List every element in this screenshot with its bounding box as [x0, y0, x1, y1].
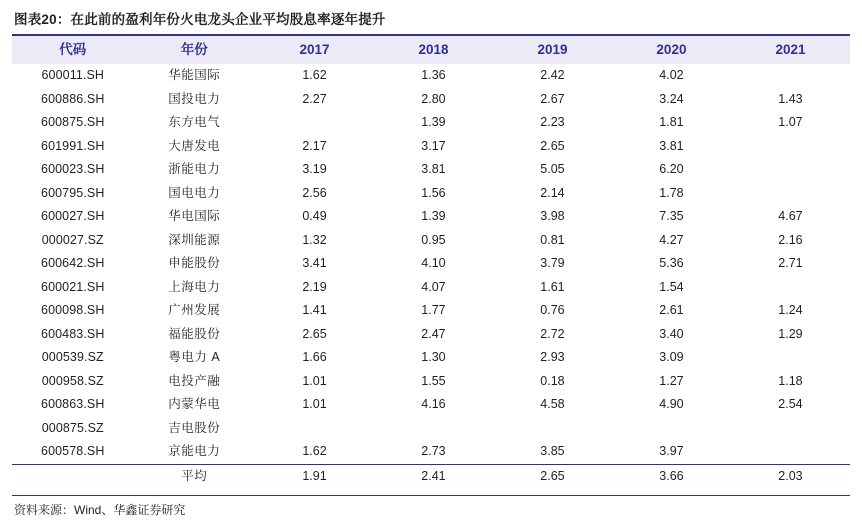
cell-name: 华电国际 — [168, 209, 221, 223]
cell-2017: 1.91 — [302, 468, 327, 483]
cell-code: 600875.SH — [41, 115, 105, 129]
cell-2019: 2.67 — [540, 91, 565, 106]
cell-code: 600011.SH — [41, 68, 105, 82]
cell-2018: 4.10 — [421, 256, 446, 270]
cell-2020: 3.24 — [659, 91, 684, 106]
table-row — [12, 182, 850, 206]
cell-2021 — [731, 182, 850, 206]
cell-2019: 0.76 — [540, 303, 565, 317]
cell-name: 广州发展 — [168, 303, 221, 317]
column-header-2021: 2021 — [731, 36, 850, 64]
cell-code: 600642.SH — [41, 256, 105, 270]
cell-2020: 4.90 — [659, 397, 684, 411]
cell-2018: 2.41 — [421, 468, 446, 483]
cell-name: 国投电力 — [168, 91, 221, 106]
cell-2020: 6.20 — [659, 162, 684, 176]
cell-2017: 2.19 — [302, 279, 327, 294]
cell-2021 — [731, 417, 850, 441]
cell-2018: 2.47 — [421, 326, 446, 341]
cell-name: 内蒙华电 — [168, 397, 221, 411]
cell-2019: 4.58 — [540, 397, 565, 411]
column-header-2017: 2017 — [255, 36, 374, 64]
table-body — [12, 64, 850, 488]
cell-code: 600795.SH — [41, 185, 105, 200]
cell-2017: 3.19 — [302, 162, 327, 176]
table-header-row — [12, 36, 850, 64]
cell-2019: 0.18 — [540, 373, 565, 388]
cell-2021: 2.03 — [778, 468, 803, 483]
cell-2021: 2.54 — [778, 397, 803, 411]
cell-code: 000875.SZ — [41, 420, 104, 435]
cell-2021: 1.24 — [778, 303, 803, 317]
cell-2019: 3.98 — [540, 209, 565, 223]
cell-code: 600863.SH — [41, 397, 105, 411]
table-row — [12, 252, 850, 276]
cell-2020: 1.81 — [659, 115, 684, 129]
cell-name: 华能国际 — [168, 68, 221, 82]
column-header-code: 代码 — [12, 36, 134, 64]
cell-2017: 1.66 — [302, 350, 327, 364]
cell-2020: 4.27 — [659, 232, 684, 247]
source-note: 资料来源：Wind、华鑫证券研究 — [12, 495, 850, 524]
cell-2020: 1.27 — [659, 373, 684, 388]
table-row — [12, 323, 850, 347]
cell-2017: 1.62 — [302, 444, 327, 458]
cell-2021 — [731, 346, 850, 370]
table-row — [12, 158, 850, 182]
cell-2021 — [731, 440, 850, 464]
column-header-2018: 2018 — [374, 36, 493, 64]
table-row-average — [12, 464, 850, 488]
table-row — [12, 205, 850, 229]
dividend-yield-table — [12, 36, 850, 488]
cell-2021: 4.67 — [778, 209, 803, 223]
cell-2017: 1.62 — [302, 68, 327, 82]
table-row — [12, 276, 850, 300]
cell-name: 东方电气 — [168, 115, 221, 129]
cell-code — [12, 464, 134, 488]
cell-2021: 2.16 — [778, 232, 803, 247]
table-row — [12, 440, 850, 464]
table-row — [12, 229, 850, 253]
cell-2019: 3.85 — [540, 444, 565, 458]
table-row — [12, 346, 850, 370]
cell-2020: 3.40 — [659, 326, 684, 341]
cell-2020 — [612, 417, 731, 441]
cell-2020: 1.54 — [659, 279, 684, 294]
cell-name: 京能电力 — [168, 444, 221, 458]
cell-2019: 3.79 — [540, 256, 565, 270]
cell-code: 000027.SZ — [41, 232, 104, 247]
cell-2021: 1.18 — [778, 373, 803, 388]
table-row — [12, 135, 850, 159]
cell-2019: 2.65 — [540, 468, 565, 483]
cell-2020: 5.36 — [659, 256, 684, 270]
cell-2020: 3.09 — [659, 350, 684, 364]
cell-name: 大唐发电 — [168, 138, 221, 153]
cell-2021: 2.71 — [778, 256, 803, 270]
cell-2021: 1.07 — [778, 115, 803, 129]
cell-2018: 1.39 — [421, 115, 446, 129]
table-header — [12, 36, 850, 64]
cell-2020: 2.61 — [659, 303, 684, 317]
table-row — [12, 64, 850, 88]
cell-2020: 3.81 — [659, 138, 684, 153]
cell-2021: 1.43 — [778, 91, 803, 106]
cell-2018 — [374, 417, 493, 441]
table-row — [12, 370, 850, 394]
cell-code: 600098.SH — [41, 303, 105, 317]
cell-name: 福能股份 — [168, 326, 221, 341]
table-row — [12, 417, 850, 441]
cell-2021 — [731, 64, 850, 88]
cell-code: 000539.SZ — [41, 350, 104, 364]
cell-code: 600886.SH — [41, 91, 105, 106]
cell-name: 电投产融 — [168, 373, 221, 388]
cell-code: 600027.SH — [41, 209, 105, 223]
cell-2018: 3.81 — [421, 162, 446, 176]
cell-2019: 1.61 — [540, 279, 565, 294]
cell-2020: 1.78 — [659, 185, 684, 200]
table-row — [12, 111, 850, 135]
cell-2017: 1.01 — [302, 397, 327, 411]
cell-2017: 1.41 — [302, 303, 327, 317]
cell-2019: 0.81 — [540, 232, 565, 247]
cell-2017: 0.49 — [302, 209, 327, 223]
cell-2017: 1.01 — [302, 373, 327, 388]
cell-2019: 2.14 — [540, 185, 565, 200]
cell-2019: 2.72 — [540, 326, 565, 341]
cell-2017: 2.56 — [302, 185, 327, 200]
cell-code: 601991.SH — [41, 138, 105, 153]
cell-name: 深圳能源 — [168, 232, 221, 247]
cell-2018: 1.39 — [421, 209, 446, 223]
cell-name: 浙能电力 — [168, 162, 221, 176]
cell-name: 申能股份 — [168, 256, 221, 270]
cell-2020: 3.66 — [659, 468, 684, 483]
cell-name: 上海电力 — [168, 279, 221, 294]
cell-code: 000958.SZ — [41, 373, 104, 388]
table-row — [12, 299, 850, 323]
cell-2019: 2.42 — [540, 68, 565, 82]
cell-2018: 1.36 — [421, 68, 446, 82]
cell-2019: 5.05 — [540, 162, 565, 176]
cell-2018: 1.30 — [421, 350, 446, 364]
cell-2020: 7.35 — [659, 209, 684, 223]
cell-average-label: 平均 — [181, 468, 208, 483]
cell-code: 600021.SH — [41, 279, 105, 294]
cell-2018: 0.95 — [421, 232, 446, 247]
column-header-2019: 2019 — [493, 36, 612, 64]
cell-2021 — [731, 158, 850, 182]
cell-2021 — [731, 135, 850, 159]
cell-2017 — [255, 111, 374, 135]
cell-code: 600483.SH — [41, 326, 105, 341]
cell-2017: 2.65 — [302, 326, 327, 341]
cell-name: 吉电股份 — [168, 420, 221, 435]
cell-2021 — [731, 276, 850, 300]
column-header-2020: 2020 — [612, 36, 731, 64]
table-row — [12, 88, 850, 112]
cell-2021: 1.29 — [778, 326, 803, 341]
cell-code: 600023.SH — [41, 162, 105, 176]
cell-2017: 2.17 — [302, 138, 327, 153]
cell-name: 国电电力 — [168, 185, 221, 200]
cell-2018: 4.07 — [421, 279, 446, 294]
column-header-year: 年份 — [134, 36, 256, 64]
cell-name: 粤电力 A — [168, 350, 221, 364]
cell-2019 — [493, 417, 612, 441]
cell-2019: 2.23 — [540, 115, 565, 129]
cell-2018: 1.56 — [421, 185, 446, 200]
cell-2018: 3.17 — [421, 138, 446, 153]
cell-2018: 1.77 — [421, 303, 446, 317]
cell-2020: 4.02 — [659, 68, 684, 82]
cell-2017: 2.27 — [302, 91, 327, 106]
cell-2018: 4.16 — [421, 397, 446, 411]
cell-code: 600578.SH — [41, 444, 105, 458]
cell-2018: 2.80 — [421, 91, 446, 106]
cell-2019: 2.93 — [540, 350, 565, 364]
cell-2018: 2.73 — [421, 444, 446, 458]
cell-2020: 3.97 — [659, 444, 684, 458]
figure-title: 图表20：在此前的盈利年份火电龙头企业平均股息率逐年提升 — [12, 0, 850, 36]
table-row — [12, 393, 850, 417]
cell-2017 — [255, 417, 374, 441]
cell-2018: 1.55 — [421, 373, 446, 388]
cell-2017: 3.41 — [302, 256, 327, 270]
cell-2019: 2.65 — [540, 138, 565, 153]
cell-2017: 1.32 — [302, 232, 327, 247]
